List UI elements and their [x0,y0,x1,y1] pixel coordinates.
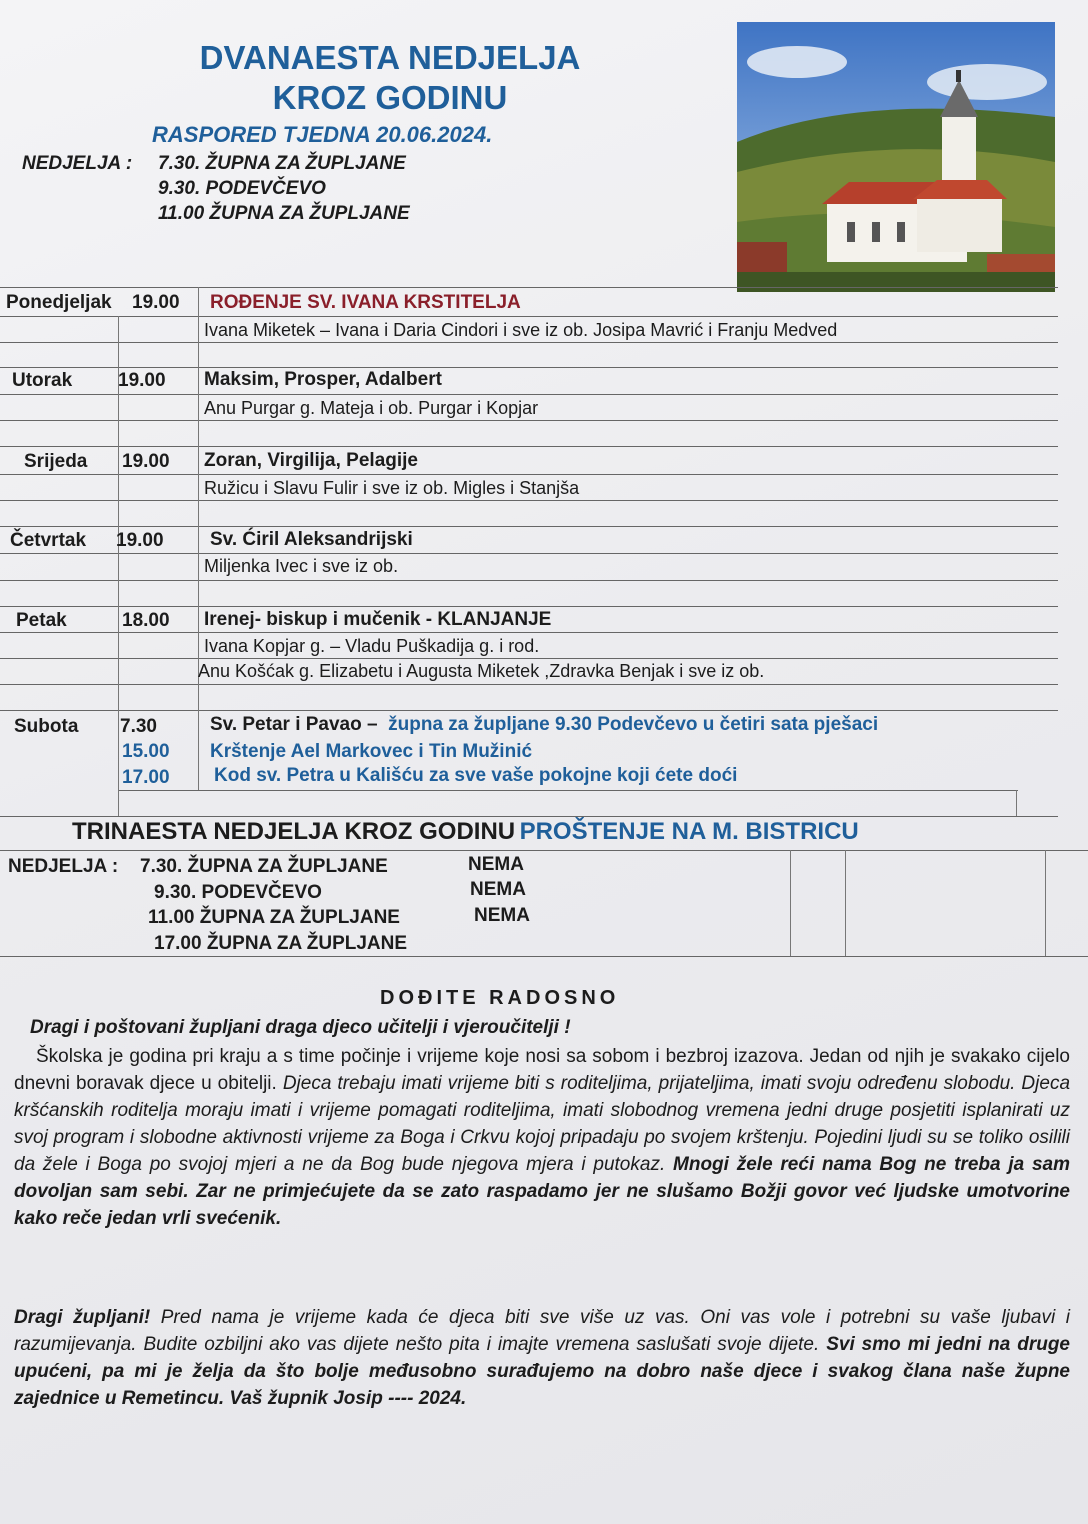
letter-p2-text: Pred nama je vrijeme kada će djeca biti sve više uz vas. Oni vas vole i potrebni su vaše ljubavi i razumijevanja. Budite ozbiljni ako vas dijete nešto pita i imajte vremena saslušati svoje dijete. [14,1307,1070,1355]
monday-time: 19.00 [132,292,180,313]
letter-title: DOĐITE RADOSNO [380,987,620,1009]
next-sunday-mass-1: 7.30. ŽUPNA ZA ŽUPLJANE [140,856,388,877]
next-sunday-mass-2: 9.30. PODEVČEVO [154,882,322,903]
saturday-extra-text-2: Kod sv. Petra u Kališću za sve vaše pokojne koji ćete doći [214,765,738,786]
wednesday-intention: Ružicu i Slavu Fulir i sve iz ob. Migles i Stanjša [204,478,580,498]
next-sunday-label: NEDJELJA : [8,856,119,877]
friday-intention-1: Ivana Kopjar g. – Vladu Puškadija g. i rod. [204,636,540,656]
letter-greeting: Dragi i poštovani župljani draga djeco učitelji i vjeroučitelji ! [30,1017,571,1038]
next-sunday-title-blue: PROŠTENJE NA M. BISTRICU [519,818,859,845]
saturday-feast [210,714,878,736]
next-sunday-note-1: NEMA [468,854,524,875]
letter-paragraph-1 [14,1043,1070,1232]
saturday-extra-time-2: 17.00 [122,767,170,788]
letter-p2-bold: Svi smo mi jedni na druge upućeni, pa mi je želja da što bolje međusobno surađujemo na dobro naše djece i svakog člana naše župne zajednice u Remetincu. Vaš župnik Josip ---- 2024. [14,1334,1070,1409]
friday-day: Petak [16,610,67,631]
title-line-2: KROZ GODINU [272,79,508,116]
title-line-1: DVANAESTA NEDJELJA [199,39,581,76]
saturday-time: 7.30 [120,716,157,737]
thursday-feast: Sv. Ćiril Aleksandrijski [210,529,413,550]
next-sunday-mass-3: 11.00 ŽUPNA ZA ŽUPLJANE [148,907,400,928]
thursday-intention: Miljenka Ivec i sve iz ob. [204,556,399,576]
sunday-mass-2: 9.30. PODEVČEVO [158,178,326,199]
monday-day: Ponedjeljak [6,292,112,313]
thursday-day: Četvrtak [10,530,87,551]
next-sunday-title-black: TRINAESTA NEDJELJA KROZ GODINU [72,818,516,845]
letter-p1-italic: Djeca trebaju imati vrijeme biti s roditeljima, prijateljima, imati svoju određenu slobodu. Djeca kršćanskih roditelja moraju imati i vrijeme pomagati roditeljima, imati slobodnog vremena jedni druge posjetiti isplanirati uz svoj program i slobodne aktivnosti vrijeme za Boga i Crkvu kojoj pripadaju po svojem krštenju. Pojedini ljudi su se toliko osilili da žele i Boga po svojoj mjeri a ne da Bog bude njegova mjera i putokaz. [14,1073,1071,1175]
schedule-heading: RASPORED TJEDNA 20.06.2024. [152,122,493,147]
thursday-time: 19.00 [116,530,164,551]
wednesday-day: Srijeda [24,451,88,472]
wednesday-feast: Zoran, Virgilija, Pelagije [204,450,419,471]
friday-intention-2: Anu Košćak g. Elizabetu i Augusta Miketek ,Zdravka Benjak i sve iz ob. [198,661,765,681]
sunday-mass-3: 11.00 ŽUPNA ZA ŽUPLJANE [158,203,410,224]
letter-p1-text: Školska je godina pri kraju a s time počinje i vrijeme koje nosi sa sobom i bezbroj izazova. Jedan od njih je svakako cijelo dnevni boravak djece u obitelji. [14,1046,1070,1094]
next-sunday-title [72,818,859,846]
letter-p1-bold: Mnogi žele reći nama Bog ne treba ja sam dovoljan sam sebi. Zar ne primjećujete da se zato raspadamo jer ne slušamo Božji govor već ljudske umotvorine kako reče jedan vrli svećenik. [14,1154,1070,1229]
tuesday-intention: Anu Purgar g. Mateja i ob. Purgar i Kopjar [204,398,539,418]
letter-paragraph-2 [14,1304,1070,1412]
saturday-extra-time-1: 15.00 [122,741,170,762]
monday-feast: ROĐENJE SV. IVANA KRSTITELJA [210,292,521,313]
church-photo [737,22,1055,292]
saturday-extra-text-1: Krštenje Ael Markovec i Tin Mužinić [210,741,533,762]
tuesday-feast: Maksim, Prosper, Adalbert [204,369,442,390]
next-sunday-note-2: NEMA [470,879,526,900]
saturday-day: Subota [14,716,79,737]
friday-time: 18.00 [122,610,170,631]
tuesday-time: 19.00 [118,370,166,391]
monday-intention: Ivana Miketek – Ivana i Daria Cindori i sve iz ob. Josipa Mavrić i Franju Medved [204,320,838,340]
sunday-label: NEDJELJA : [22,153,133,174]
tuesday-day: Utorak [12,370,73,391]
next-sunday-mass-4: 17.00 ŽUPNA ZA ŽUPLJANE [154,933,408,954]
wednesday-time: 19.00 [122,451,170,472]
next-sunday-note-3: NEMA [474,905,530,926]
letter-p2-lead: Dragi župljani! [14,1307,161,1328]
sunday-mass-1: 7.30. ŽUPNA ZA ŽUPLJANE [158,153,406,174]
friday-feast: Irenej- biskup i mučenik - KLANJANJE [204,609,552,630]
saturday-feast-blue: župna za župljane 9.30 Podevčevo u četiri sata pješaci [388,714,879,735]
saturday-feast-name: Sv. Petar i Pavao – [210,714,378,735]
